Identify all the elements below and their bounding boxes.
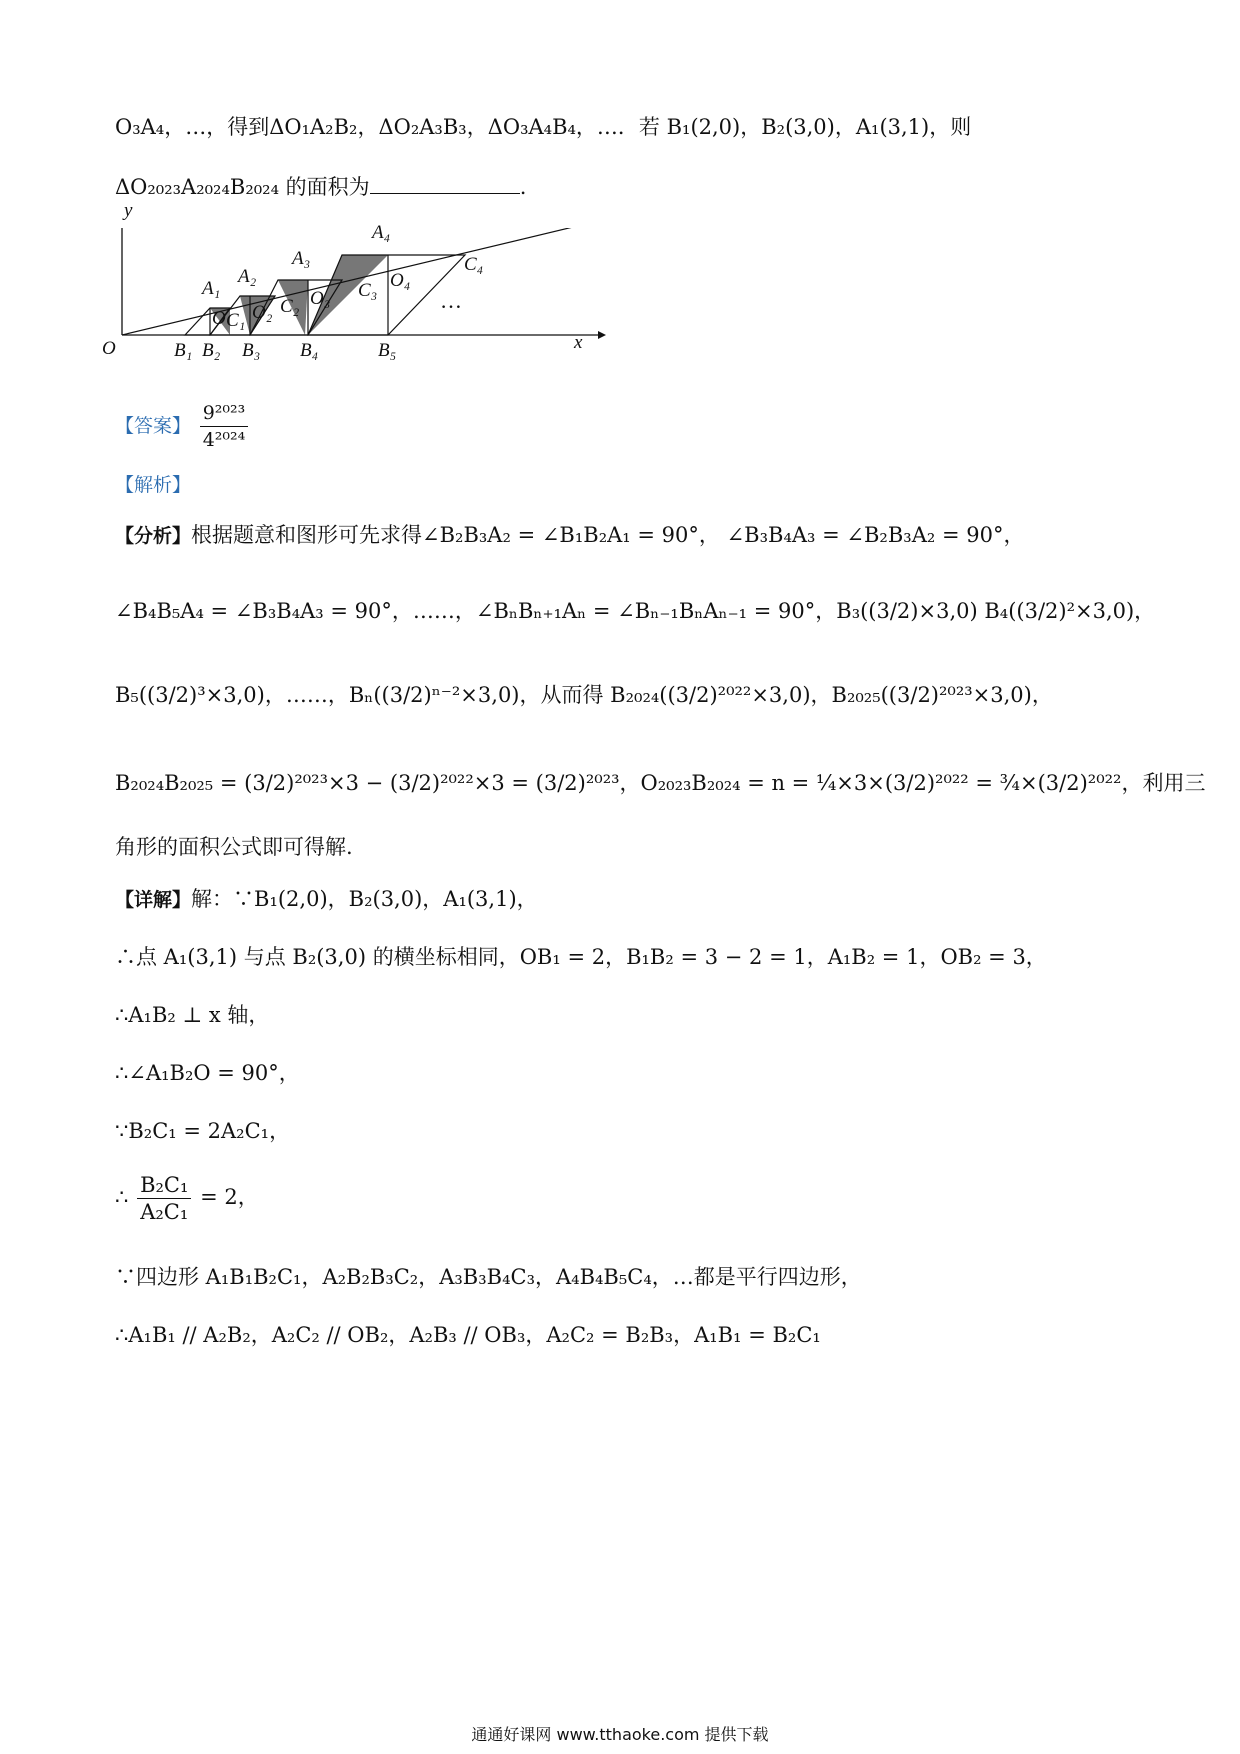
detail-therefore: ∴ [115,1185,129,1209]
detail-line-6 [115,1172,259,1225]
analysis-line-3: B₅((3/2)³×3,0)，……，Bₙ((3/2)ⁿ⁻²×3,0)，从而得 B₂₀₂₄((3/2)²⁰²²×3,0)，B₂₀₂₅((3/2)²⁰²³×3,0)， [115,683,1053,707]
label-A3: A₃ [292,248,311,269]
detail-text-1: 解：∵B₁(2,0)，B₂(3,0)，A₁(3,1)， [191,887,538,911]
detail-line-7: ∵四边形 A₁B₁B₂C₁，A₂B₂B₃C₂，A₃B₃B₄C₃，A₄B₄B₅C₄，…都是平行四边形， [115,1265,862,1289]
question-line-2-text: ΔO₂₀₂₃A₂₀₂₄B₂₀₂₄ 的面积为 [115,175,370,199]
label-B2: B₂ [202,340,221,361]
label-C3: C₃ [358,280,378,301]
detail-fraction-den: A₂C₁ [140,1200,189,1224]
answer-denominator: 4²⁰²⁴ [202,429,246,451]
question-line-2-end: . [519,175,527,199]
detail-line-5: ∵B₂C₁ = 2A₂C₁， [115,1119,291,1143]
analysis-label: 【分析】 [115,525,192,547]
question-line-2 [115,172,526,202]
label-origin: O [102,338,116,359]
question-line-1: O₃A₄，…，得到ΔO₁A₂B₂，ΔO₂A₃B₃，ΔO₃A₄B₄，…．若 B₁(2,0)，B₂(3,0)，A₁(3,1)，则 [115,115,972,139]
label-A2: A₂ [238,266,257,287]
label-B4: B₄ [300,340,319,361]
detail-line-4: ∴∠A₁B₂O = 90°， [115,1061,300,1085]
answer-fraction [200,400,249,453]
detail-line-1 [115,884,538,915]
detail-line-2: ∴点 A₁(3,1) 与点 B₂(3,0) 的横坐标相同，OB₁ = 2，B₁B₂ = 3 − 2 = 1，A₁B₂ = 1，OB₂ = 3， [115,945,1047,969]
answer-blank [370,173,520,194]
analysis-line-1 [115,520,1024,551]
label-C4: C₄ [464,254,484,275]
analysis-line-4: B₂₀₂₄B₂₀₂₅ = (3/2)²⁰²³×3 − (3/2)²⁰²²×3 = (3/2)²⁰²³，O₂₀₂₃B₂₀₂₄ = n = ¼×3×(3/2)²⁰²² = ¾×(3/2)²⁰²²，利用三 [115,771,1206,795]
figure-labels [102,200,610,388]
label-B5: B₅ [378,340,397,361]
detail-fraction-eq: = 2， [200,1185,259,1209]
label-B3: B₃ [242,340,261,361]
answer-numerator: 9²⁰²³ [200,400,249,427]
label-A4: A₄ [372,222,391,243]
detail-fraction-num: B₂C₁ [137,1172,191,1199]
analysis-tag: 【解析】 [115,474,192,496]
label-O3: O₃ [310,288,331,309]
answer-tag: 【答案】 [115,415,192,437]
label-C2: C₂ [280,296,300,317]
label-O1: O [212,308,226,329]
detail-fraction [137,1172,191,1225]
detail-line-8: ∴A₁B₁ // A₂B₂，A₂C₂ // OB₂，A₂B₃ // OB₃，A₂C₂ = B₂B₃，A₁B₁ = B₂C₁ [115,1323,821,1347]
analysis-text-1: 根据题意和图形可先求得∠B₂B₃A₂ = ∠B₁B₂A₁ = 90°， ∠B₃B₄A₃ = ∠B₂B₃A₂ = 90°， [191,523,1025,547]
label-x: x [574,332,583,353]
label-A1: A₁ [202,278,221,299]
detail-label: 【详解】 [115,889,192,911]
label-C1: C₁ [226,310,246,331]
analysis-line-2: ∠B₄B₅A₄ = ∠B₃B₄A₃ = 90°，……，∠BₙBₙ₊₁Aₙ = ∠Bₙ₋₁BₙAₙ₋₁ = 90°，B₃((3/2)×3,0) B₄((3/2)²×3,0)， [115,599,1156,623]
label-O2: O₂ [252,302,273,323]
label-dots: … [440,288,462,313]
footer-watermark: 通通好课网 www.tthaoke.com 提供下载 [471,1725,769,1744]
detail-line-3: ∴A₁B₂ ⊥ x 轴， [115,1003,270,1027]
analysis-line-5: 角形的面积公式即可得解. [115,835,353,859]
answer-line [115,400,250,453]
label-y: y [124,200,133,221]
label-B1: B₁ [174,340,193,361]
label-O4: O₄ [390,270,411,291]
